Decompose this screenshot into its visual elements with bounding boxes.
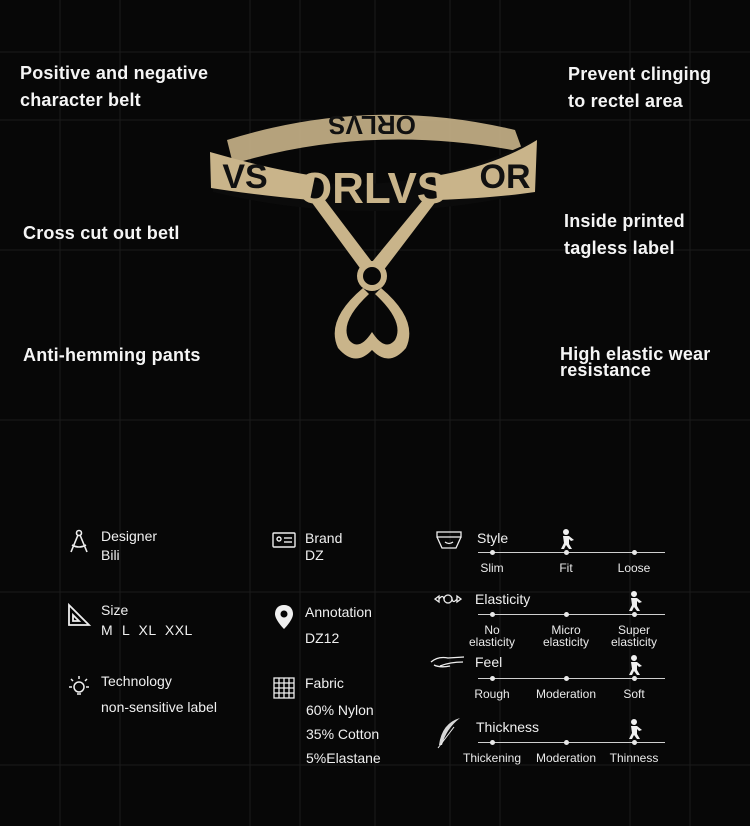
spec-technology-label: Technology	[101, 673, 172, 689]
product-illustration	[205, 100, 540, 370]
id-card-icon	[271, 527, 297, 553]
spec-annotation-label: Annotation	[305, 604, 372, 620]
scale-tick-label: Moderation	[535, 751, 597, 765]
scale-tick-label: Fit	[559, 561, 573, 575]
scale-tick-label: Loose	[617, 561, 651, 575]
scale-dot	[632, 740, 637, 745]
feature-text: High elastic wear	[560, 344, 711, 364]
scale-dot	[632, 676, 637, 681]
scale-line	[478, 614, 665, 615]
scale-line	[478, 678, 665, 679]
scale-dot	[632, 550, 637, 555]
feature-right-3	[560, 346, 710, 378]
feature-left-2	[23, 220, 180, 247]
fabric-grid-icon	[271, 675, 297, 701]
feature-text: resistance	[560, 360, 652, 380]
scale-thickness-title: Thickness	[476, 719, 540, 735]
spec-designer-label: Designer	[101, 528, 158, 544]
waistband-fragment-left: VS	[222, 158, 268, 196]
scale-tick-label: Thickening	[462, 751, 522, 765]
location-pin-icon	[271, 604, 297, 630]
feature-text: Inside printed	[564, 211, 685, 231]
feature-text: Positive and negative	[20, 63, 209, 83]
feature-text: Prevent clinging	[568, 64, 712, 84]
scale-dot	[490, 612, 495, 617]
scale-selected-marker-icon	[628, 590, 646, 612]
scale-selected-marker-icon	[560, 528, 578, 550]
compass-icon	[66, 528, 92, 554]
fabric-line: 5%Elastane	[306, 750, 381, 766]
scale-tick-label: Micro elasticity	[542, 623, 590, 649]
feature-text: character belt	[20, 90, 141, 110]
scale-tick-label: Thinness	[609, 751, 659, 765]
scale-dot	[564, 676, 569, 681]
scale-dot	[564, 550, 569, 555]
lightbulb-icon	[66, 674, 92, 700]
ruler-triangle-icon	[66, 602, 92, 628]
spec-annotation-value: DZ12	[305, 630, 340, 646]
spec-brand-value: DZ	[305, 547, 324, 563]
fabric-line: 35% Cotton	[306, 726, 380, 742]
scale-style-title: Style	[477, 530, 509, 546]
scale-tick-label: Super elasticity	[610, 623, 658, 649]
scale-tick-label: Slim	[480, 561, 504, 575]
spec-fabric-label: Fabric	[305, 675, 344, 691]
scale-line	[478, 552, 665, 553]
scale-dot	[632, 612, 637, 617]
feature-left-1	[20, 60, 208, 114]
spec-technology-value: non-sensitive label	[101, 699, 217, 715]
scale-line	[478, 742, 665, 743]
scale-tick-label: Moderation	[535, 687, 597, 701]
spec-size-value: M L XL XXL	[101, 622, 193, 638]
scale-dot	[490, 740, 495, 745]
scale-dot	[564, 612, 569, 617]
spec-brand-label: Brand	[305, 530, 343, 546]
waistband-fragment-right: OR	[479, 158, 531, 196]
feature-left-3	[23, 342, 201, 369]
scale-dot	[490, 550, 495, 555]
feature-text: Anti-hemming pants	[23, 345, 201, 365]
scale-elasticity-title: Elasticity	[475, 591, 531, 607]
feature-right-1	[568, 61, 711, 115]
feather-icon	[436, 717, 462, 749]
stretch-icon	[434, 592, 462, 606]
briefs-icon	[436, 530, 462, 550]
scale-tick-label: No elasticity	[468, 623, 516, 649]
spec-size-label: Size	[101, 602, 129, 618]
feature-text: tagless label	[564, 238, 675, 258]
spec-designer-value: Bili	[101, 547, 120, 563]
scale-tick-label: Rough	[474, 687, 510, 701]
scale-dot	[564, 740, 569, 745]
scale-selected-marker-icon	[628, 654, 646, 676]
waistband-logo-mirrored: ORLVS	[328, 110, 416, 140]
fabric-line: 60% Nylon	[306, 702, 374, 718]
scale-feel-title: Feel	[475, 654, 503, 670]
scale-dot	[490, 676, 495, 681]
hand-icon	[430, 652, 466, 670]
scale-selected-marker-icon	[628, 718, 646, 740]
spec-fabric-lines	[306, 698, 381, 770]
feature-right-2	[564, 208, 685, 262]
feature-text: Cross cut out betl	[23, 223, 180, 243]
scale-tick-label: Soft	[623, 687, 645, 701]
waistband-logo: ORLVS	[297, 164, 447, 213]
feature-text: to rectel area	[568, 91, 683, 111]
